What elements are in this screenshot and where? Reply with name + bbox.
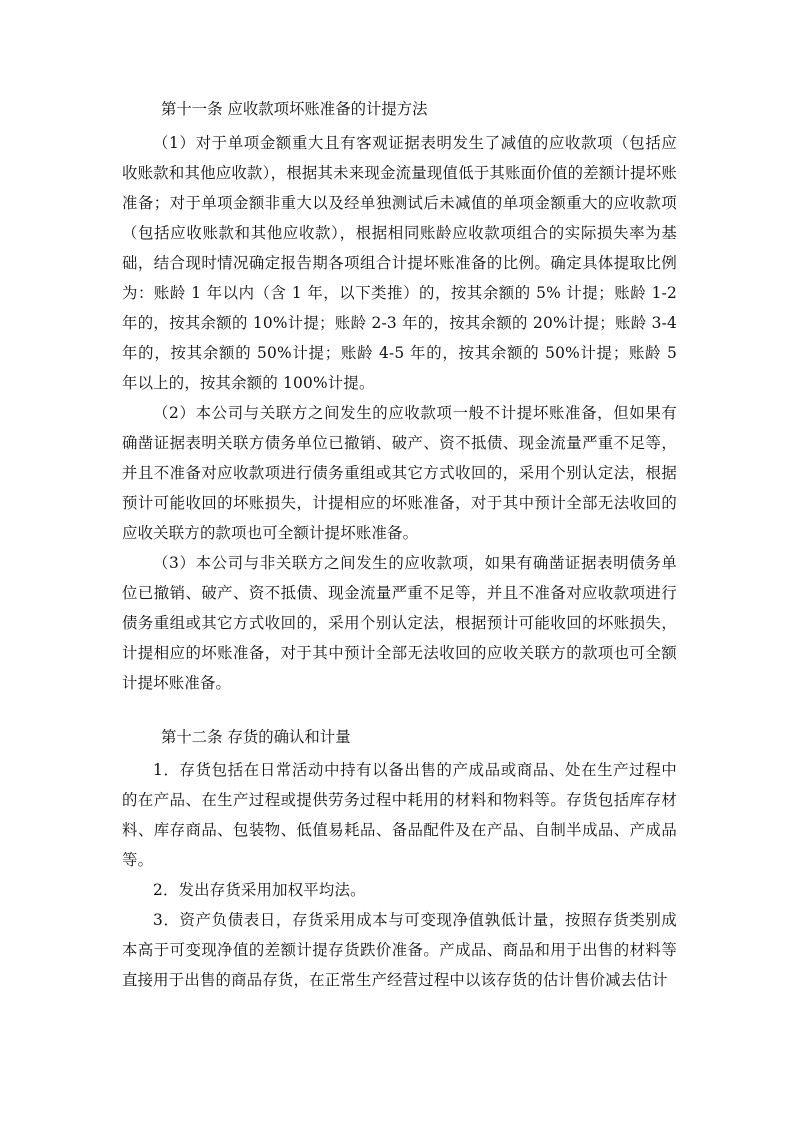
section-12-paragraph-2: 2．发出存货采用加权平均法。 [153, 881, 366, 899]
section-12-paragraph-1: 1．存货包括在日常活动中持有以备出售的产成品或商品、处在生产过程中的在产品、在生产过程或提供劳务过程中耗用的材料和物料等。存货包括库存材料、库存商品、包装物、低值易耗品、备品配件及在产品、自制半成品、产成品等。 [122, 761, 677, 869]
section-12-body [122, 755, 677, 995]
section-11-paragraph-2: （2）本公司与关联方之间发生的应收款项一般不计提坏账准备，但如果有确凿证据表明关联方债务单位已撤销、破产、资不抵债、现金流量严重不足等，并且不准备对应收款项进行债务重组或其它方式收回的，采用个别认定法，根据预计可能收回的坏账损失，计提相应的坏账准备，对于其中预计全部无法收回的应收关联方的款项也可全额计提坏账准备。 [122, 404, 677, 542]
section-12-heading: 第十二条 存货的确认和计量 [161, 728, 351, 746]
section-12-paragraph-3: 3．资产负债表日，存货采用成本与可变现净值孰低计量，按照存货类别成本高于可变现净值的差额计提存货跌价准备。产成品、商品和用于出售的材料等直接用于出售的商品存货，在正常生产经营过程中以该存货的估计售价减去估计 [122, 911, 677, 989]
section-11-paragraph-1: （1）对于单项金额重大且有客观证据表明发生了减值的应收款项（包括应收账款和其他应收款），根据其未来现金流量现值低于其账面价值的差额计提坏账准备；对于单项金额非重大以及经单独测试后未减值的单项金额重大的应收款项（包括应收账款和其他应收款），根据相同账龄应收款项组合的实际损失率为基础，结合现时情况确定报告期各项组合计提坏账准备的比例。确定具体提取比例为：账龄 1 年以内（含 1 年，以下类推）的，按其余额的 5% 计提；账龄 1-2 年的，按其余额的 10%计提；账龄 2-3 年的，按其余额的 20%计提；账龄 3-4 年的，按其余额的 50%计提；账龄 4-5 年的，按其余额的 50%计提；账龄 5 年以上的，按其余额的 100%计提。 [122, 134, 677, 392]
section-11-body [122, 128, 677, 698]
section-11-paragraph-3: （3）本公司与非关联方之间发生的应收款项，如果有确凿证据表明债务单位已撤销、破产、资不抵债、现金流量严重不足等，并且不准备对应收款项进行债务重组或其它方式收回的，采用个别认定法，根据预计可能收回的坏账损失，计提相应的坏账准备，对于其中预计全部无法收回的应收关联方的款项也可全额计提坏账准备。 [122, 554, 677, 692]
section-11-heading: 第十一条 应收款项坏账准备的计提方法 [161, 100, 428, 118]
